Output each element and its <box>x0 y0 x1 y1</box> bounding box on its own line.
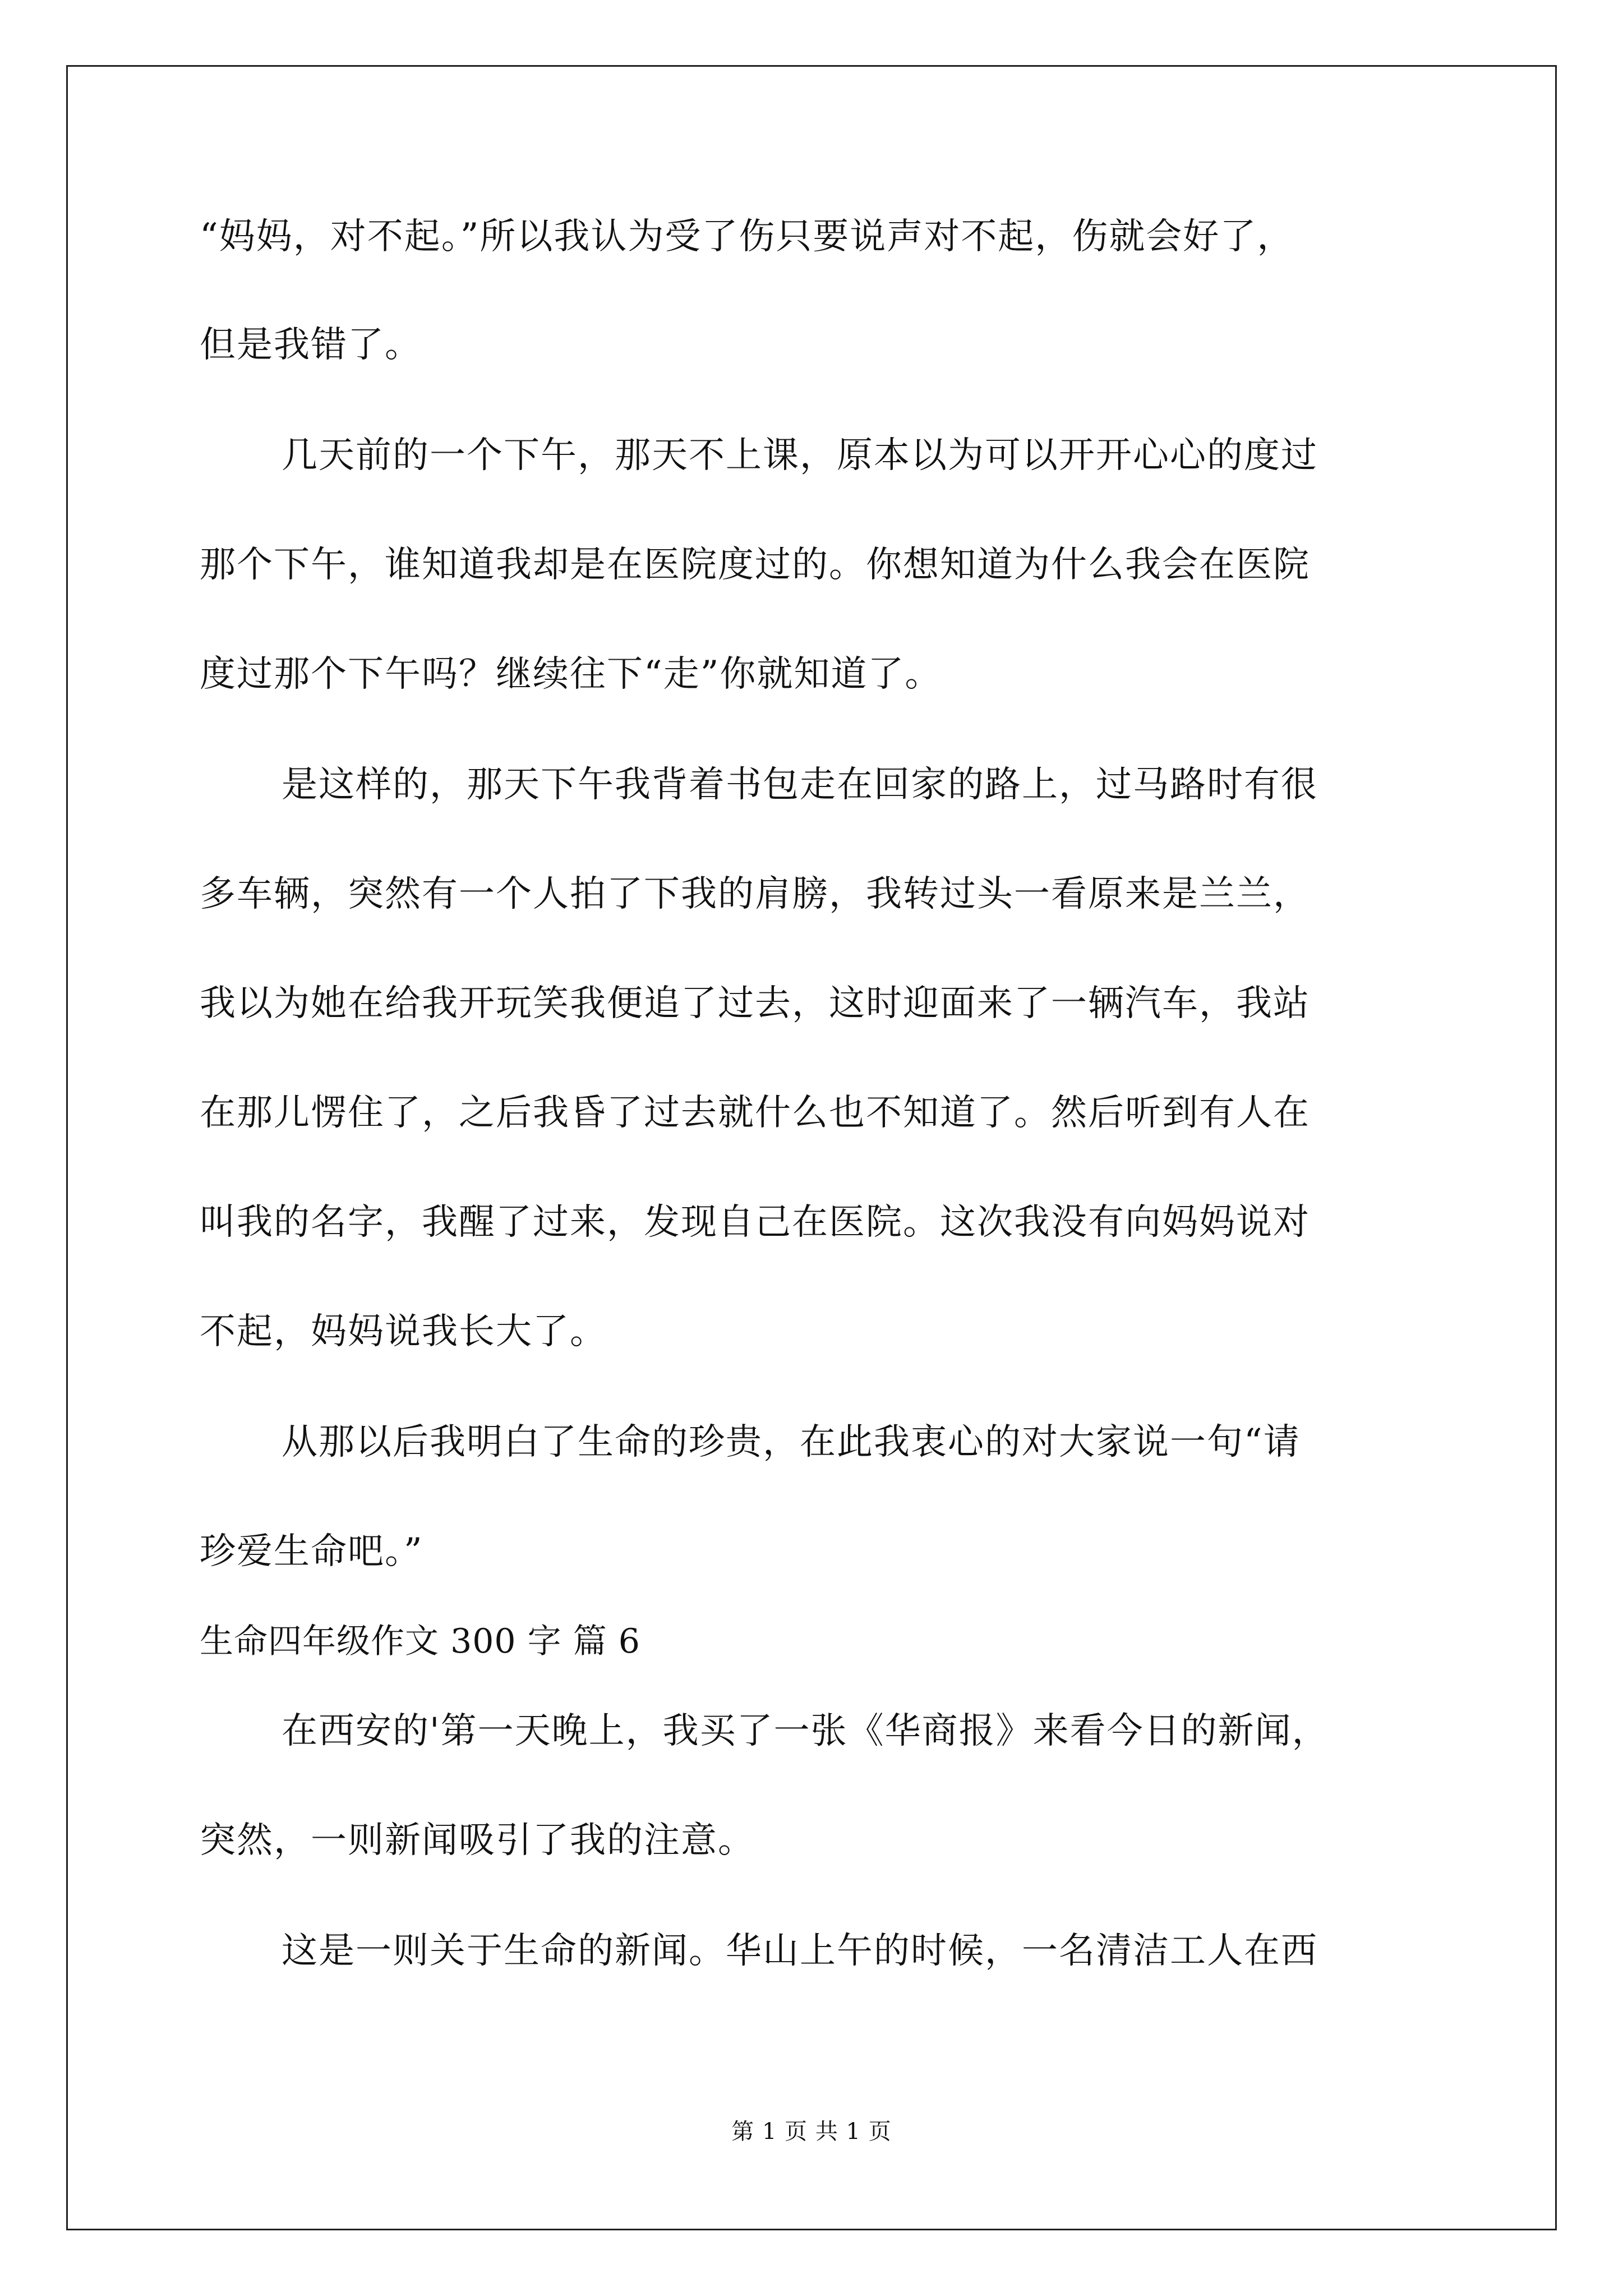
text-line: 度过那个下午吗？继续往下“走”你就知道了。 <box>200 654 942 695</box>
text-line: 突然，一则新闻吸引了我的注意。 <box>200 1820 755 1861</box>
text-line: “妈妈，对不起。”所以我认为受了伤只要说声对不起，伤就会好了， <box>200 216 1294 257</box>
text-line: 在西安的'第一天晚上，我买了一张《华商报》来看今日的新闻， <box>282 1710 1329 1752</box>
text-line: 那个下午，谁知道我却是在医院度过的。你想知道为什么我会在医院 <box>200 544 1310 586</box>
text-line: 但是我错了。 <box>200 324 422 366</box>
text-line: 这是一则关于生命的新闻。华山上午的时候，一名清洁工人在西 <box>282 1930 1318 1972</box>
page-border <box>66 65 1557 2230</box>
text-line: 在那儿愣住了，之后我昏了过去就什么也不知道了。然后听到有人在 <box>200 1092 1310 1134</box>
text-line: 多车辆，突然有一个人拍了下我的肩膀，我转过头一看原来是兰兰， <box>200 873 1310 915</box>
text-line: 叫我的名字，我醒了过来，发现自己在医院。这次我没有向妈妈说对 <box>200 1202 1310 1243</box>
section-heading: 生命四年级作文 300 字 篇 6 <box>200 1622 640 1661</box>
text-line: 是这样的，那天下午我背着书包走在回家的路上，过马路时有很 <box>282 764 1318 806</box>
text-line: 从那以后我明白了生命的珍贵，在此我衷心的对大家说一句“请 <box>282 1421 1301 1463</box>
text-line: 我以为她在给我开玩笑我便追了过去，这时迎面来了一辆汽车，我站 <box>200 983 1310 1024</box>
text-line: 几天前的一个下午，那天不上课，原本以为可以开开心心的度过 <box>282 435 1318 476</box>
text-line: 不起，妈妈说我长大了。 <box>200 1311 607 1352</box>
text-line: 珍爱生命吧。” <box>200 1531 423 1572</box>
page-footer: 第 1 页 共 1 页 <box>731 2119 892 2145</box>
